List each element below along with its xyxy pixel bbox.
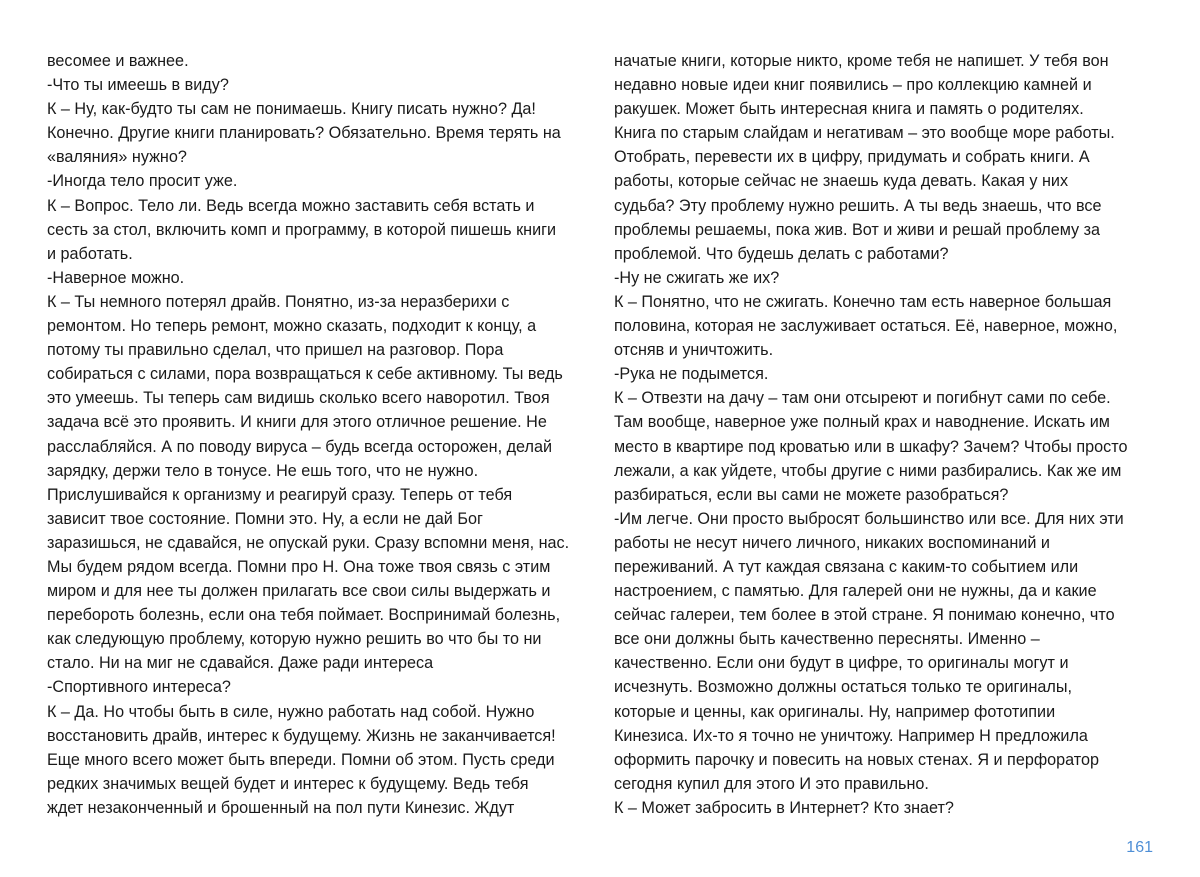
text-line: сейчас галереи, тем более в этой стране. Я понимаю конечно, что <box>614 606 1115 625</box>
text-line: -Спортивного интереса? <box>47 678 231 697</box>
text-line: К – Может забросить в Интернет? Кто знает? <box>614 798 954 817</box>
text-line: зависит твое состояние. Помни это. Ну, а если не дай Бог <box>47 509 483 528</box>
text-line: восстановить драйв, интерес к будущему. Жизнь не заканчивается! <box>47 726 556 745</box>
page-number: 161 <box>1126 839 1153 856</box>
text-line: переживаний. А тут каждая связана с каким-то событием или <box>614 557 1079 576</box>
text-line: -Иногда тело просит уже. <box>47 172 238 191</box>
text-line: исчезнуть. Возможно должны остаться только те оригиналы, <box>614 678 1072 697</box>
text-line: К – Вопрос. Тело ли. Ведь всегда можно заставить себя встать и <box>47 196 535 215</box>
text-line: собираться с силами, пора возвращаться к себе активному. Ты ведь <box>47 365 563 384</box>
text-line: работы, которые сейчас не знаешь куда девать. Какая у них <box>614 172 1069 191</box>
text-line: «валяния» нужно? <box>47 148 187 167</box>
text-line: разбираться, если вы сами не можете разобраться? <box>614 485 1009 504</box>
text-line: судьба? Эту проблему нужно решить. А ты ведь знаешь, что все <box>614 196 1102 215</box>
text-line: оформить парочку и повесить на новых стенах. Я и перфоратор <box>614 750 1100 769</box>
text-line: это умеешь. Ты теперь сам видишь сколько всего наворотил. Твоя <box>47 389 550 408</box>
text-line: проблемы решаемы, пока жив. Вот и живи и решай проблему за <box>614 220 1101 239</box>
text-line: Конечно. Другие книги планировать? Обязательно. Время терять на <box>47 124 561 143</box>
text-line: стало. Ни на миг не сдавайся. Даже ради интереса <box>47 654 434 673</box>
text-line: миром и для нее ты должен прилагать все свои силы выдержать и <box>47 582 551 601</box>
text-line: задача всё это проявить. И книги для этого отличное решение. Не <box>47 413 547 432</box>
text-line: -Рука не подымется. <box>614 365 769 384</box>
text-line: место в квартире под кроватью или в шкафу? Зачем? Чтобы просто <box>614 437 1128 456</box>
text-line: потому ты правильно сделал, что пришел на разговор. Пора <box>47 341 504 360</box>
text-line: все они должны быть качественно пересняты. Именно – <box>614 630 1040 649</box>
text-line: зарядку, держи тело в тонусе. Не ешь того, что не нужно. <box>47 461 479 480</box>
text-line: Кинезиса. Их-то я точно не уничтожу. Например Н предложила <box>614 726 1088 745</box>
text-line: отсняв и уничтожить. <box>614 341 774 360</box>
text-line: сегодня купил для этого И это правильно. <box>614 774 929 793</box>
text-line: недавно новые идеи книг появились – про коллекцию камней и <box>614 76 1092 95</box>
text-line: К – Отвезти на дачу – там они отсыреют и погибнут сами по себе. <box>614 389 1111 408</box>
text-line: ждет незаконченный и брошенный на пол пути Кинезис. Ждут <box>47 798 515 817</box>
text-line: -Что ты имеешь в виду? <box>47 76 229 95</box>
text-line: настроением, с памятью. Для галерей они не нужны, да и какие <box>614 582 1097 601</box>
text-line: -Наверное можно. <box>47 268 185 287</box>
text-line: редких значимых вещей будет и интерес к будущему. Ведь тебя <box>47 774 529 793</box>
text-line: Там вообще, наверное уже полный крах и наводнение. Искать им <box>614 413 1110 432</box>
text-line: Отобрать, перевести их в цифру, придумать и собрать книги. А <box>614 148 1090 167</box>
text-line: ремонтом. Но теперь ремонт, можно сказать, подходит к концу, а <box>47 317 537 336</box>
left-text-column <box>47 49 592 820</box>
text-line: -Им легче. Они просто выбросят большинство или все. Для них эти <box>614 509 1124 528</box>
text-line: К – Да. Но чтобы быть в силе, нужно работать над собой. Нужно <box>47 702 535 721</box>
text-line: половина, которая не заслуживает остаться. Её, наверное, можно, <box>614 317 1118 336</box>
text-line: К – Ты немного потерял драйв. Понятно, из-за неразберихи с <box>47 292 510 311</box>
text-line: ракушек. Может быть интересная книга и память о родителях. <box>614 100 1084 119</box>
text-line: лежали, а как уйдете, чтобы другие с ними разбирались. Как же им <box>614 461 1122 480</box>
text-line: проблемой. Что будешь делать с работами? <box>614 244 949 263</box>
text-line: весомее и важнее. <box>47 52 189 70</box>
text-line: перебороть болезнь, если она тебя поймает. Воспринимай болезнь, <box>47 606 561 625</box>
text-line: Прислушивайся к организму и реагируй сразу. Теперь от тебя <box>47 485 513 504</box>
text-line: расслабляйся. А по поводу вируса – будь всегда осторожен, делай <box>47 437 552 456</box>
text-line: как следующую проблему, которую нужно решить во что бы то ни <box>47 630 542 649</box>
text-line: которые и ценны, как оригиналы. Ну, например фототипии <box>614 702 1056 721</box>
text-line: качественно. Если они будут в цифре, то оригиналы могут и <box>614 654 1069 673</box>
text-line: Еще много всего может быть впереди. Помни об этом. Пусть среди <box>47 750 555 769</box>
text-line: К – Понятно, что не сжигать. Конечно там есть наверное большая <box>614 292 1112 311</box>
text-line: Мы будем рядом всегда. Помни про Н. Она тоже твоя связь с этим <box>47 557 551 576</box>
text-line: сесть за стол, включить комп и программу, в которой пишешь книги <box>47 220 557 239</box>
text-line: и работать. <box>47 244 133 263</box>
text-line: К – Ну, как-будто ты сам не понимаешь. Книгу писать нужно? Да! <box>47 100 536 119</box>
text-line: работы не несут ничего личного, никаких воспоминаний и <box>614 533 1050 552</box>
text-line: начатые книги, которые никто, кроме тебя не напишет. У тебя вон <box>614 52 1109 70</box>
text-line: заразишься, не сдавайся, не опускай руки. Сразу вспомни меня, нас. <box>47 533 570 552</box>
text-line: -Ну не сжигать же их? <box>614 268 780 287</box>
right-text-column <box>614 49 1159 820</box>
text-line: Книга по старым слайдам и негативам – это вообще море работы. <box>614 124 1115 143</box>
